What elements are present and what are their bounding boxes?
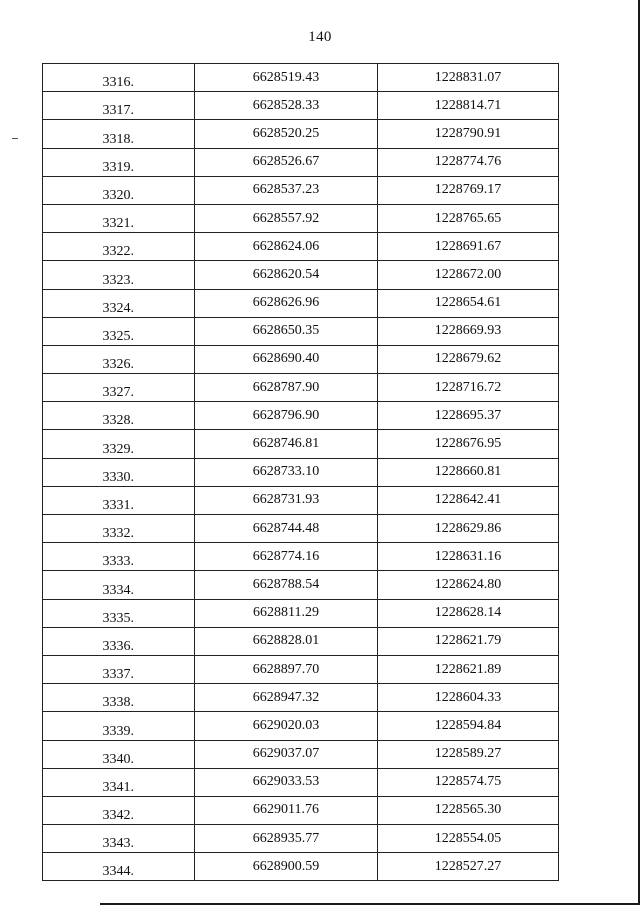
table-row <box>43 233 559 261</box>
y-coordinate-cell: 1228624.80 <box>378 571 559 599</box>
y-coordinate-cell: 1228695.37 <box>378 402 559 430</box>
point-number-cell: 3322. <box>43 233 195 261</box>
table-row <box>43 148 559 176</box>
x-coordinate-cell: 6628828.01 <box>195 627 378 655</box>
table-row <box>43 712 559 740</box>
table-row <box>43 289 559 317</box>
y-coordinate-cell: 1228574.75 <box>378 768 559 796</box>
point-number-cell: 3316. <box>43 64 195 92</box>
x-coordinate-cell: 6628774.16 <box>195 543 378 571</box>
y-coordinate-cell: 1228589.27 <box>378 740 559 768</box>
table-row <box>43 317 559 345</box>
table-row <box>43 599 559 627</box>
point-number-cell: 3330. <box>43 458 195 486</box>
table-row <box>43 768 559 796</box>
point-number-cell: 3328. <box>43 402 195 430</box>
x-coordinate-cell: 6628787.90 <box>195 374 378 402</box>
x-coordinate-cell: 6628788.54 <box>195 571 378 599</box>
table-row <box>43 458 559 486</box>
point-number-cell: 3336. <box>43 627 195 655</box>
y-coordinate-cell: 1228669.93 <box>378 317 559 345</box>
point-number-cell: 3321. <box>43 204 195 232</box>
x-coordinate-cell: 6628746.81 <box>195 430 378 458</box>
table-row <box>43 515 559 543</box>
x-coordinate-cell: 6629037.07 <box>195 740 378 768</box>
y-coordinate-cell: 1228642.41 <box>378 486 559 514</box>
x-coordinate-cell: 6628900.59 <box>195 853 378 881</box>
x-coordinate-cell: 6628519.43 <box>195 64 378 92</box>
x-coordinate-cell: 6628731.93 <box>195 486 378 514</box>
y-coordinate-cell: 1228676.95 <box>378 430 559 458</box>
table-row <box>43 430 559 458</box>
y-coordinate-cell: 1228790.91 <box>378 120 559 148</box>
point-number-cell: 3335. <box>43 599 195 627</box>
y-coordinate-cell: 1228672.00 <box>378 261 559 289</box>
y-coordinate-cell: 1228814.71 <box>378 92 559 120</box>
table-row <box>43 853 559 881</box>
table-row <box>43 64 559 92</box>
y-coordinate-cell: 1228691.67 <box>378 233 559 261</box>
point-number-cell: 3333. <box>43 543 195 571</box>
table-row <box>43 486 559 514</box>
point-number-cell: 3334. <box>43 571 195 599</box>
point-number-cell: 3317. <box>43 92 195 120</box>
y-coordinate-cell: 1228621.79 <box>378 627 559 655</box>
y-coordinate-cell: 1228654.61 <box>378 289 559 317</box>
y-coordinate-cell: 1228604.33 <box>378 684 559 712</box>
y-coordinate-cell: 1228594.84 <box>378 712 559 740</box>
table-row <box>43 261 559 289</box>
x-coordinate-cell: 6628744.48 <box>195 515 378 543</box>
coordinates-table-body <box>43 64 559 881</box>
y-coordinate-cell: 1228628.14 <box>378 599 559 627</box>
table-row <box>43 627 559 655</box>
x-coordinate-cell: 6628947.32 <box>195 684 378 712</box>
y-coordinate-cell: 1228774.76 <box>378 148 559 176</box>
table-row <box>43 543 559 571</box>
x-coordinate-cell: 6629033.53 <box>195 768 378 796</box>
point-number-cell: 3340. <box>43 740 195 768</box>
x-coordinate-cell: 6628796.90 <box>195 402 378 430</box>
x-coordinate-cell: 6628811.29 <box>195 599 378 627</box>
y-coordinate-cell: 1228679.62 <box>378 345 559 373</box>
x-coordinate-cell: 6628528.33 <box>195 92 378 120</box>
x-coordinate-cell: 6629020.03 <box>195 712 378 740</box>
x-coordinate-cell: 6628526.67 <box>195 148 378 176</box>
point-number-cell: 3329. <box>43 430 195 458</box>
point-number-cell: 3327. <box>43 374 195 402</box>
table-row <box>43 345 559 373</box>
x-coordinate-cell: 6628537.23 <box>195 176 378 204</box>
x-coordinate-cell: 6628520.25 <box>195 120 378 148</box>
x-coordinate-cell: 6628626.96 <box>195 289 378 317</box>
x-coordinate-cell: 6628557.92 <box>195 204 378 232</box>
y-coordinate-cell: 1228527.27 <box>378 853 559 881</box>
x-coordinate-cell: 6628650.35 <box>195 317 378 345</box>
point-number-cell: 3319. <box>43 148 195 176</box>
point-number-cell: 3323. <box>43 261 195 289</box>
x-coordinate-cell: 6628624.06 <box>195 233 378 261</box>
point-number-cell: 3338. <box>43 684 195 712</box>
x-coordinate-cell: 6628935.77 <box>195 825 378 853</box>
y-coordinate-cell: 1228631.16 <box>378 543 559 571</box>
x-coordinate-cell: 6628690.40 <box>195 345 378 373</box>
point-number-cell: 3343. <box>43 825 195 853</box>
y-coordinate-cell: 1228769.17 <box>378 176 559 204</box>
y-coordinate-cell: 1228629.86 <box>378 515 559 543</box>
point-number-cell: 3331. <box>43 486 195 514</box>
x-coordinate-cell: 6628620.54 <box>195 261 378 289</box>
point-number-cell: 3325. <box>43 317 195 345</box>
y-coordinate-cell: 1228554.05 <box>378 825 559 853</box>
y-coordinate-cell: 1228716.72 <box>378 374 559 402</box>
table-row <box>43 120 559 148</box>
point-number-cell: 3324. <box>43 289 195 317</box>
point-number-cell: 3337. <box>43 655 195 683</box>
x-coordinate-cell: 6629011.76 <box>195 796 378 824</box>
table-row <box>43 92 559 120</box>
point-number-cell: 3341. <box>43 768 195 796</box>
y-coordinate-cell: 1228765.65 <box>378 204 559 232</box>
table-row <box>43 402 559 430</box>
coordinates-table <box>42 63 559 881</box>
y-coordinate-cell: 1228831.07 <box>378 64 559 92</box>
table-row <box>43 204 559 232</box>
table-row <box>43 825 559 853</box>
table-row <box>43 740 559 768</box>
point-number-cell: 3344. <box>43 853 195 881</box>
point-number-cell: 3332. <box>43 515 195 543</box>
page-number: 140 <box>308 29 332 45</box>
y-coordinate-cell: 1228565.30 <box>378 796 559 824</box>
point-number-cell: 3342. <box>43 796 195 824</box>
y-coordinate-cell: 1228660.81 <box>378 458 559 486</box>
table-row <box>43 655 559 683</box>
point-number-cell: 3318. <box>43 120 195 148</box>
table-row <box>43 176 559 204</box>
point-number-cell: 3320. <box>43 176 195 204</box>
table-row <box>43 796 559 824</box>
scan-artifact-mark <box>12 138 18 139</box>
table-row <box>43 684 559 712</box>
table-row <box>43 571 559 599</box>
y-coordinate-cell: 1228621.89 <box>378 655 559 683</box>
point-number-cell: 3339. <box>43 712 195 740</box>
x-coordinate-cell: 6628897.70 <box>195 655 378 683</box>
x-coordinate-cell: 6628733.10 <box>195 458 378 486</box>
table-row <box>43 374 559 402</box>
point-number-cell: 3326. <box>43 345 195 373</box>
